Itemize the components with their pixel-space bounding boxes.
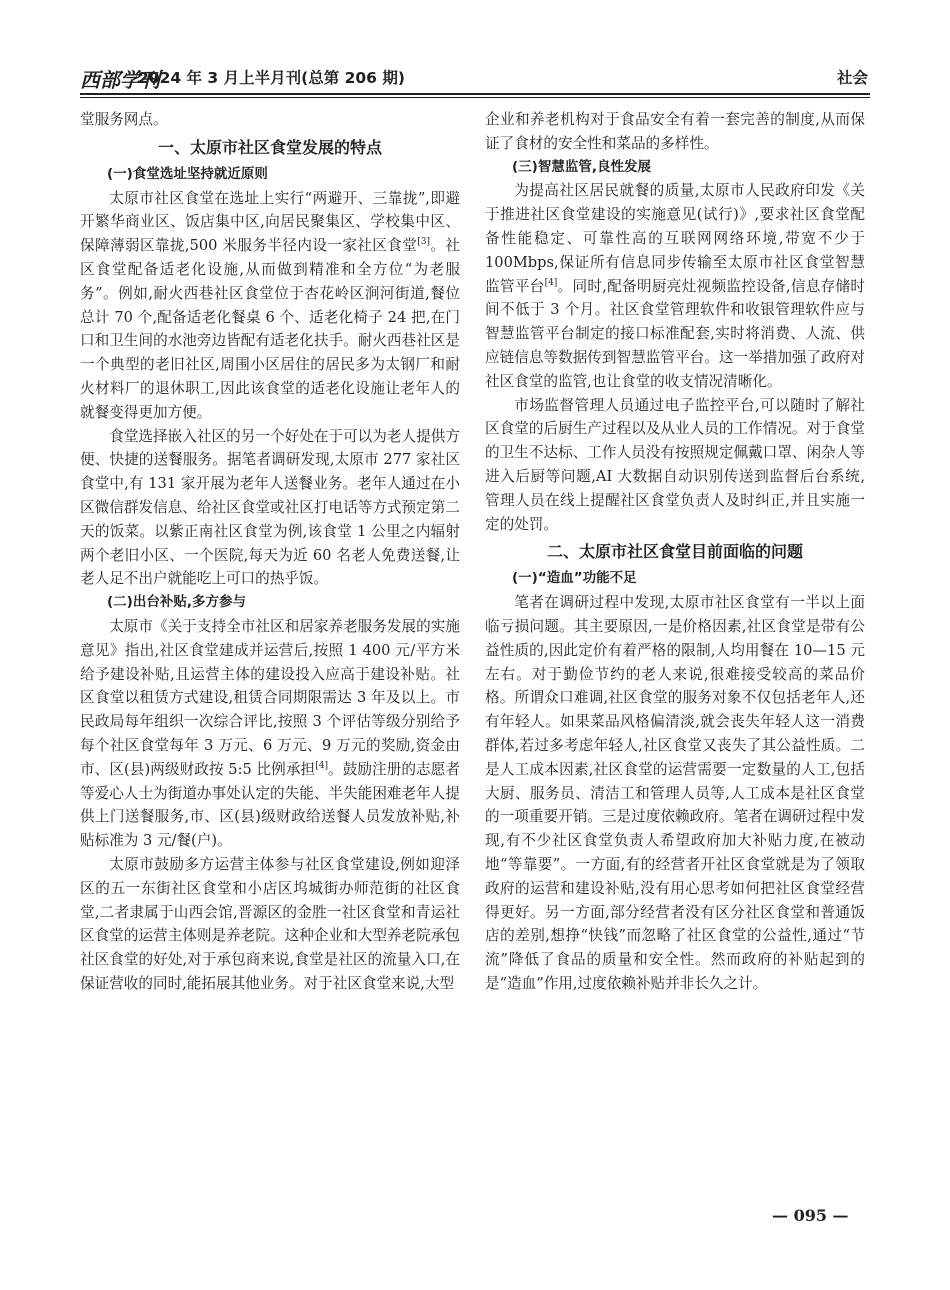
paragraph-text: 太原市社区食堂在选址上实行“两避开、三靠拢”,即避开繁华商业区、饭店集中区,向居民聚集区、学校集中区、保障薄弱区靠拢,500 米服务半径内设一家社区食堂 — [80, 189, 460, 255]
section-heading: 一、太原市社区食堂发展的特点 — [157, 137, 382, 157]
subsection-heading: (一)“造血”功能不足 — [512, 570, 637, 587]
right-column — [485, 108, 865, 996]
paragraph — [80, 615, 460, 853]
page-number: — 095 — — [772, 1206, 849, 1225]
left-column — [80, 108, 460, 996]
section-name: 社会 — [836, 69, 868, 87]
paragraph-text: 。社区食堂配备适老化设施,从而做到精准和全方位“为老服务”。例如,耐火西巷社区食堂位于杏花岭区涧河街道,餐位总计 70 个,配备适老化餐桌 6 个、适老化椅子 24 把,在门口和卫生间的水池旁边皆配有适老化扶手。耐火西巷社区是一个典型的老旧社区,周围小区居住的居民多为太钢厂和耐火材料厂的退休职工,因此该食堂的适老化设施让老年人的就餐变得更加方便。 — [80, 237, 460, 421]
paragraph-text: 太原市《关于支持全市社区和居家养老服务发展的实施意见》指出,社区食堂建成并运营后,按照 1 400 元/平方米给予建设补贴,且运营主体的建设投入应高于建设补贴。社区食堂以租赁方式建设,租赁合同期限需达 3 年及以上。市民政局每年组织一次综合评比,按照 3 个评估等级分别给予每个社区食堂每年 3 万元、6 万元、9 万元的奖励,资金由市、区(县)两级财政按 5:5 比例承担 — [80, 617, 460, 778]
paragraph-text: 。同时,配备明厨亮灶视频监控设备,信息存储时间不低于 3 个月。社区食堂管理软件和收银管理软件应与智慧监管平台制定的接口标准配套,实时将消费、人流、供应链信息等数据传到智慧监管平台。这一举措加强了政府对社区食堂的监管,也让食堂的收支情况清晰化。 — [485, 277, 865, 390]
citation-ref: [4] — [544, 277, 558, 288]
paragraph: 堂服务网点。 — [80, 111, 168, 128]
subsection-heading: (三)智慧监管,良性发展 — [512, 158, 651, 175]
running-header — [80, 62, 870, 90]
paragraph: 食堂选择嵌入社区的另一个好处在于可以为老人提供方便、快捷的送餐服务。据笔者调研发现,太原市 277 家社区食堂中,有 131 家开展为老年人送餐业务。老年人通过在小区微信群发信息、给社区食堂或社区打电话等方式预定第二天的饭菜。以紫正南社区食堂为例,该食堂 1 公里之内辐射两个老旧小区、一个医院,每天为近 60 名老人免费送餐,让老人足不出户就能吃上可口的热乎饭。 — [80, 427, 460, 588]
header-rule-thick — [80, 93, 870, 95]
paragraph: 企业和养老机构对于食品安全有着一套完善的制度,从而保证了食材的安全性和菜品的多样性。 — [485, 111, 865, 152]
citation-ref: [3] — [417, 237, 431, 248]
paragraph: 市场监督管理人员通过电子监控平台,可以随时了解社区食堂的后厨生产过程以及从业人员的工作情况。对于食堂的卫生不达标、工作人员没有按照规定佩戴口罩、闲杂人等进入后厨等问题,AI 大数据自动识别传送到监督后台系统,管理人员在线上提醒社区食堂负责人及时纠正,并且实施一定的处罚。 — [485, 396, 865, 533]
citation-ref: [4] — [315, 760, 328, 771]
section-heading: 二、太原市社区食堂目前面临的问题 — [546, 542, 803, 562]
header-rule-thin — [80, 97, 870, 98]
paragraph: 笔者在调研过程中发现,太原市社区食堂有一半以上面临亏损问题。其主要原因,一是价格因素,社区食堂是带有公益性质的,因此定价有着严格的限制,人均用餐在 10—15 元左右。对于勤俭节约的老人来说,很难接受较高的菜品价格。所谓众口难调,社区食堂的服务对象不仅包括老年人,还有年轻人。如果菜品风格偏清淡,就会丧失年轻人这一消费群体,若过多考虑年轻人,社区食堂又丧失了其公益性质。二是人工成本因素,社区食堂的运营需要一定数量的人工,包括大厨、服务员、清洁工和管理人员等,人工成本是社区食堂的一项重要开销。三是过度依赖政府。笔者在调研过程中发现,有不少社区食堂负责人希望政府加大补贴力度,在被动地“等靠要”。一方面,有的经营者开社区食堂就是为了领取政府的运营和建设补贴,没有用心思考如何把社区食堂经营得更好。另一方面,部分经营者没有区分社区食堂和普通饭店的差别,想挣“快钱”而忽略了社区食堂的公益性,通过“节流”降低了食品的质量和安全性。然而政府的补贴起到的是“造血”作用,过度依赖补贴并非长久之计。 — [485, 594, 865, 992]
paragraph: 太原市鼓励多方运营主体参与社区食堂建设,例如迎泽区的五一东街社区食堂和小店区坞城街办师范街的社区食堂,二者隶属于山西会馆,晋源区的金胜一社区食堂和青运社区食堂的运营主体则是养老院。这种企业和大型养老院承包社区食堂的好处,对于承包商来说,食堂是社区的流量入口,在保证营收的同时,能拓展其他业务。对于社区食堂来说,大型 — [80, 855, 460, 992]
paragraph-text: 。鼓励注册的志愿者等爱心人士为街道办事处认定的失能、半失能困难老年人提供上门送餐服务,市、区(县)级财政给送餐人员发放补贴,补贴标准为 3 元/餐(户)。 — [80, 760, 460, 850]
paragraph — [80, 187, 460, 425]
journal-logo: 西部学刊 — [80, 68, 160, 92]
subsection-heading: (二)出台补贴,多方参与 — [107, 594, 246, 611]
subsection-heading: (一)食堂选址坚持就近原则 — [107, 165, 268, 182]
paragraph-text: 为提高社区居民就餐的质量,太原市人民政府印发《关于推进社区食堂建设的实施意见(试行)》,要求社区食堂配备性能稳定、可靠性高的互联网网络环境,带宽不少于 100Mbps,保证所有信息同步传输至太原市社区食堂智慧监管平台 — [485, 182, 865, 295]
issue-info: 2024 年 3 月上半月刊(总第 206 期) — [138, 69, 405, 87]
paragraph — [485, 179, 865, 393]
